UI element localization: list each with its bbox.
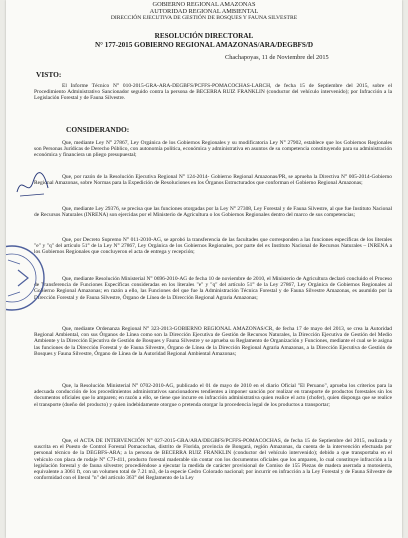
visto-paragraph [34,83,392,102]
paragraph-1 [34,140,392,159]
paragraph-4-text: Que, por Decreto Supremo N° 011-2010-AG, se aprobó la transferencia de las facultades que corresponden a las funciones específicas de los literales "e" y "q" del artículo 51° de la Ley N° 27867, Ley Orgánica de los Gobiernos Regionales, por parte del ex Instituto Nacional de Recursos Naturales – INRENA a los Gobiernos Regionales que concluyeron el acta de entrega y recepción; [34,237,392,256]
paragraph-4 [34,237,392,256]
paragraph-2 [34,174,392,186]
paragraph-5 [34,276,392,301]
paragraph-5-text: Que, mediante Resolución Ministerial N° 0696-2010-AG de fecha 10 de noviembre de 2010, el Ministerio de Agricultura declaró concluido el Proceso de Transferencia de Funciones Específicas consideradas en los literales "e" y "q" del artículo 51° de la Ley 27867, Ley Orgánica de Gobiernos Regionales al Gobierno Regional Amazonas; en razón a ello, las Funciones del que fue la Administración Técnica Forestal y de Fauna Silvestre Amazonas, es asumido por la Dirección Forestal y de Fauna Silvestre, Órgano de Línea de la Dirección Regional Agraria Amazonas; [34,276,392,301]
paragraph-7 [34,383,392,408]
visto-text: El Informe Técnico N° 010-2015-GRA-ARA-DEGBFS/PCFFS-POMACOCHAS-LARCH, de fecha 15 de Septiembre del 2015, sobre el Procedimiento Administrativo Sancionador seguido contra la persona de BECERRA RUIZ FRANKLIN (conductor del vehículo intervenido); por Infracción a la Legislación Forestal y de Fauna Silvestre. [34,83,392,102]
official-seal [6,240,46,316]
paragraph-7-text: Que, la Resolución Ministerial N° 0702-2010-AG, publicado el 01 de mayo de 2010 en el diario Oficial "El Peruano", aprueba los criterios para la adecuada conducción de los procedimientos administrativos sancionadores tendientes a imponer sanción por realizar en transporte de productos forestales sin los documentos oficiales que lo amparen; en razón a ello, se tiene que incurre en infracción administrativa quien realice el acto (chofer), quien disponga que se realice el transporte (dueño del producto) y quien indebidamente otorgue o pretenda otorgar la procedencia legal de los productos a transportar; [34,383,392,408]
letterhead-line-2: AUTORIDAD REGIONAL AMBIENTAL [149,8,259,15]
paragraph-8 [34,438,392,481]
letterhead-line-3: DIRECCIÓN EJECUTIVA DE GESTIÓN DE BOSQUES Y FAUNA SILVESTRE [110,15,298,21]
document-page [6,0,402,538]
paragraph-2-text: Que, por razón de la Resolución Ejecutiva Regional N° 124-2014- Gobierno Regional Amazonas/PR, se aprueba la Directiva N° 005-2014-Gobierno Regional Amazonas, sobre Normas para la Expedición de Resoluciones en los Órganos Estructurados que conforman el Gobierno Regional Amazonas; [34,174,392,187]
considerando-label: CONSIDERANDO: [66,125,130,134]
paragraph-6 [34,326,392,357]
paragraph-3 [34,206,392,218]
date-line: Chachapoyas, 11 de Noviembre del 2015 [225,54,329,61]
letterhead [6,0,402,22]
resolution-number: N° 177-2015 GOBIERNO REGIONAL AMAZONAS/ARA/DEGBFS/D [94,40,314,49]
paragraph-8-text: Que, el ACTA DE INTERVENCIÓN N° 027-2015-GRA/ARA/DEGBFS/PCFFS-POMACOCHAS, de fecha 15 de Septiembre del 2015, realizada y suscrita en el Puesto de Control Forestal Pomacochas, distrito de Florida, provincia de Bongará, región Amazonas, da cuenta de la intervención efectuada por personal técnico de la DEGBFS-ARA; a la persona de BECERRA RUIZ FRANKLIN (conductor del vehículo intervenido); debido a que transportaba en el vehículo con placa de rodaje N° C7I-411, producto forestal maderable sin contar con los documentos oficiales que los amparen, lo cual constituye infracción a la legislación forestal y de fauna silvestre; procediéndose a ejecutar la medida de carácter provisional de Comiso de 155 Piezas de madera aserrada a motosierra, equivalente a 3061 ft, con un volumen total de 7.21 m3, de la especie Cedro Colorado nacional; por incurrir en infracción a la Ley Forestal y de Fauna Silvestre de conformidad con el literal "n" del artículo 363° del Reglamento de la Ley [34,438,392,482]
paragraph-3-text: Que, mediante Ley 29376, se precisa que las funciones otorgadas por la Ley N° 27308, Ley Forestal y de Fauna Silvestre, al que fue Instituto Nacional de Recursos Naturales (INRENA) son ejercidas por el Ministerio de Agricultura o los Gobiernos Regionales dentro del marco de sus competencias; [34,206,392,219]
resolution-title: RESOLUCIÓN DIRECTORAL [154,32,254,40]
margin-signature [14,168,52,202]
resolution-heading [6,32,402,49]
visto-label: VISTO: [36,70,62,79]
paragraph-1-text: Que, mediante Ley N° 27867, Ley Orgánica de los Gobiernos Regionales y su modificatoria Ley N° 27902, establece que los Gobiernos Regionales son Personas Jurídicas de Derecho Público, con autonomía política, económica y administrativa en asuntos de su competencia constituyendo para su administración económica y financiera un pliego presupuestal; [34,140,392,159]
paragraph-6-text: Que, mediante Ordenanza Regional N° 323-2013-GOBIERNO REGIONAL AMAZONAS/CR, de fecha 17 de mayo del 2013, se crea la Autoridad Regional Ambiental, con sus Órganos de Línea como son la Dirección Ejecutiva de Gestión de Recursos Naturales, la Dirección Ejecutiva de Gestión del Medio Ambiente y la Dirección Ejecutiva de Gestión de Bosques y Fauna Silvestre y se aprueba su Reglamento de Organización y Funciones, mediante el cual se le asigna las funciones de la Dirección Forestal y de Fauna Silvestre, Órgano de Línea de la Dirección Regional Agraria Amazonas, a la Dirección Ejecutiva de Gestión de Bosques y Fauna Silvestre, Órgano de Línea de la Autoridad Regional Ambiental Amazonas; [34,326,392,357]
letterhead-line-1: GOBIERNO REGIONAL AMAZONAS [152,1,256,8]
